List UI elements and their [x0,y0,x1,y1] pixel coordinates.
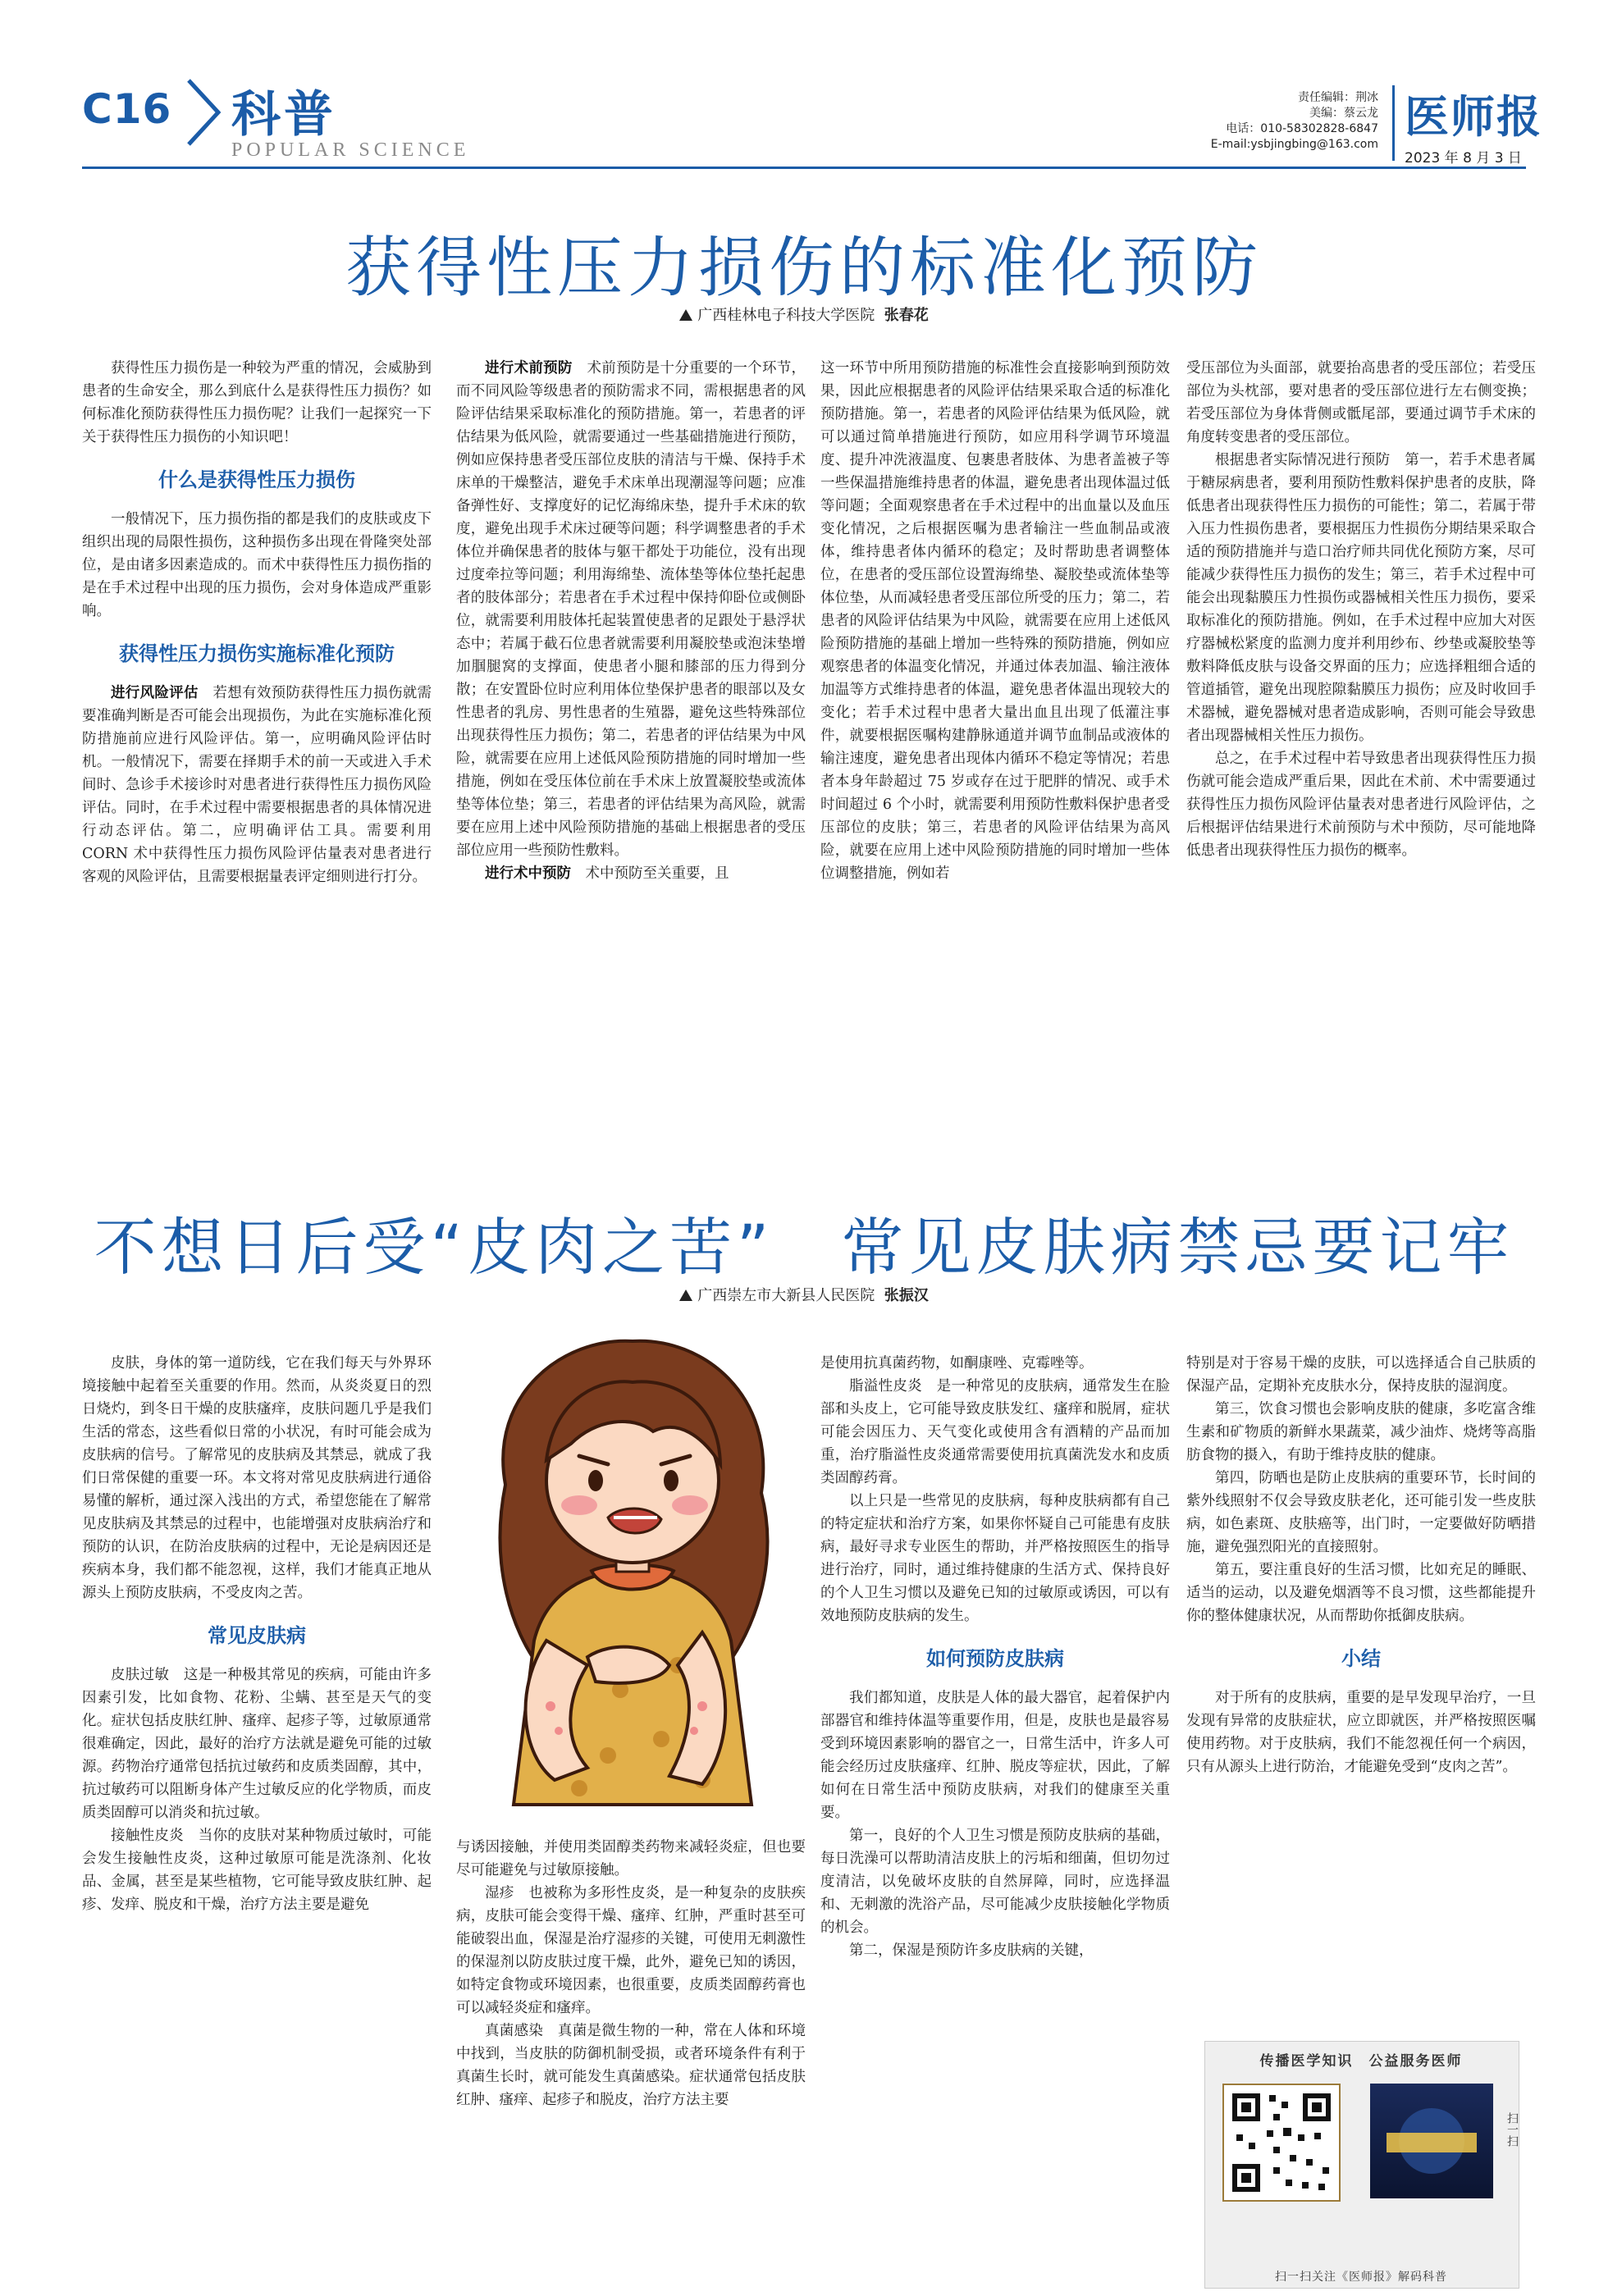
paragraph: 一般情况下，压力损伤指的都是我们的皮肤或皮下组织出现的局限性损伤，这种损伤多出现在骨隆突处部位，是由诸多因素造成的。而术中获得性压力损伤指的是在手术过程中出现的压力损伤，会对身体造成严重影响。 [82,511,432,619]
paragraph: 总之，在手术过程中若导致患者出现获得性压力损伤就可能会造成严重后果，因此在术前、术中需要通过获得性压力损伤风险评估量表对患者进行风险评估，之后根据评估结果进行术前预防与术中预防，尽可能地降低患者出现获得性压力损伤的概率。 [1186,751,1536,859]
paragraph: 脂溢性皮炎 是一种常见的皮肤病，通常发生在脸部和头皮上，它可能导致皮肤发红、瘙痒和脱屑，症状可能会因压力、天气变化或使用含有酒精的产品而加重，治疗脂溢性皮炎通常需要使用抗真菌洗发水和皮质类固醇药膏。 [820,1378,1170,1486]
credit-line: 美编：蔡云龙 [1309,107,1378,120]
promo-slogan: 传播医学知识 公益服务医师 [1259,2053,1463,2070]
paragraph: 皮肤过敏 这是一种极其常见的疾病，可能由许多因素引发，比如食物、花粉、尘螨、甚至是天气的变化。症状包括皮肤红肿、瘙痒、起疹子等，过敏原通常很难确定，因此，最好的治疗方法就是避免可能的过敏源。药物治疗通常包括抗过敏药和皮质类固醇，其中，抗过敏药可以阻断身体产生过敏反应的化学物质，而皮质类固醇可以消炎和抗过敏。 [82,1667,432,1821]
subheading: 常见皮肤病 [208,1624,306,1647]
editor-credits [1173,90,1378,153]
subheading: 什么是获得性压力损伤 [158,468,355,491]
article1-column-1 [82,357,432,888]
article1-column-2 [456,357,806,885]
article2-column-1 [82,1352,432,1916]
lead-in: 进行风险评估 [111,685,199,701]
credit-line: E-mail:ysbjingbing@163.com [1210,138,1378,151]
article2-byline [82,1284,1526,1305]
paragraph: 皮肤，身体的第一道防线，它在我们每天与外界环境接触中起着至关重要的作用。然而，从炎炎夏日的烈日烧灼，到冬日干燥的皮肤瘙痒，皮肤问题几乎是我们生活的常态，这些看似日常的小状况，有时可能会成为皮肤病的信号。了解常见的皮肤病及其禁忌，就成了我们日常保健的重要一环。本文将对常见皮肤病进行通俗易懂的解析，通过深入浅出的方式，希望您能在了解常见皮肤病及其禁忌的过程中，也能增强对皮肤病治疗和预防的认识，在防治皮肤病的过程中，无论是病因还是疾病本身，我们都不能忽视，这样，我们才能真正地从源头上预防皮肤病，不受皮肉之苦。 [82,1355,432,1601]
byline-author: 张春花 [884,307,929,324]
paragraph: 第二，保湿是预防许多皮肤病的关键， [849,1942,1094,1959]
paragraph: 对于所有的皮肤病，重要的是早发现早治疗，一旦发现有异常的皮肤症状，应立即就医，并严格按照医嘱使用药物。对于皮肤病，我们不能忽视任何一个病因，只有从源头上进行防治，才能避免受到“皮肉之苦”。 [1186,1690,1536,1775]
header-rule [82,167,1526,169]
masthead-divider [1392,85,1395,161]
paragraph [82,682,432,888]
girl-illustration [456,1321,809,1823]
promo-caption: 扫一扫关注《医师报》解码科普 [1275,2271,1447,2284]
article1-column-4 [1186,357,1536,862]
article1-byline [82,304,1526,325]
issue-date: 2023 年 8 月 3 日 [1405,150,1522,167]
article1-column-3 [820,357,1170,885]
paragraph: 以上只是一些常见的皮肤病，每种皮肤病都有自己的特定症状和治疗方案，如果你怀疑自己可能患有皮肤病，最好寻求专业医生的帮助，并严格按照医生的指导进行治疗，同时，通过维持健康的生活方式、保持良好的个人卫生习惯以及避免已知的过敏原或诱因，可以有效地预防皮肤病的发生。 [820,1493,1170,1624]
lead-in: 进行术中预防 [485,865,571,882]
qr-code-icon[interactable] [1222,2084,1341,2202]
paragraph: 与诱因接触，并使用类固醇类药物来减轻炎症，但也要尽可能避免与过敏原接触。 [456,1839,806,1878]
paragraph [456,357,806,862]
paragraph: 第五，要注重良好的生活习惯，比如充足的睡眠、适当的运动，以及避免烟酒等不良习惯，这些都能提升你的整体健康状况，从而帮助你抵御皮肤病。 [1186,1562,1536,1624]
promo-side-label: 扫一扫 [1505,2112,1519,2147]
paragraph-text: 术中预防至关重要，且 [585,865,729,882]
masthead-logo: 医师报 [1405,90,1542,143]
paragraph: 第四，防晒也是防止皮肤病的重要环节，长时间的紫外线照射不仅会导致皮肤老化，还可能引发一些皮肤病，如色素斑、皮肤癌等，出门时，一定要做好防晒措施，避免强烈阳光的直接照射。 [1186,1470,1536,1555]
paragraph-text: 术前预防是十分重要的一个环节，而不同风险等级患者的预防需求不同，需根据患者的风险评估结果采取标准化的预防措施。第一，若患者的评估结果为低风险，就需要通过一些基础措施进行预防，例如应保持患者受压部位皮肤的清洁与干燥、保持手术床单的干燥整洁，避免手术床单出现潮湿等问题；应准备弹性好、支撑度好的记忆海绵床垫，提升手术床的软度，避免出现手术床过硬等问题；科学调整患者的手术体位并确保患者的肢体与躯干都处于功能位，没有出现过度牵拉等问题；利用海绵垫、流体垫等体位垫托起患者的肢体部分；若患者在手术过程中保持仰卧位或侧卧位，就需要利用肢体托起装置使患者的足跟处于悬浮状态中；若属于截石位患者就需要利用凝胶垫或泡沫垫增加腘腿窝的支撑面，使患者小腿和膝部的压力得到分散；在安置卧位时应利用体位垫保护患者的眼部以及女性患者的乳房、男性患者的生殖器，避免这些特殊部位出现获得性压力损伤；第二，若患者的评估结果为中风险，就需要在应用上述低风险预防措施的同时增加一些措施，例如在受压体位前在手术床上放置凝胶垫或流体垫等体位垫；第三，若患者的评估结果为高风险，就需要在应用上述中风险预防措施的基础上根据患者的受压部位应用一些预防性敷料。 [456,360,806,859]
paragraph-text: 若想有效预防获得性压力损伤就需要准确判断是否可能会出现损伤，为此在实施标准化预防措施前应进行风险评估。第一，应明确风险评估时机。一般情况下，需要在择期手术的前一天或进入手术间时、急诊手术接诊时对患者进行获得性压力损伤风险评估。同时，在手术过程中需要根据患者的具体情况进行动态评估。第二，应明确评估工具。需要利用 CORN 术中获得性压力损伤风险评估量表对患者进行客观的风险评估，且需要根据量表评定细则进行打分。 [82,685,432,885]
paragraph: 特别是对于容易干燥的皮肤，可以选择适合自己肤质的保湿产品，定期补充皮肤水分，保持皮肤的湿润度。 [1186,1355,1536,1394]
paragraph: 真菌感染 真菌是微生物的一种，常在人体和环境中找到，当皮肤的防御机制受损，或者环境条件有利于真菌生长时，就可能发生真菌感染。症状通常包括皮肤红肿、瘙痒、起疹子和脱皮，治疗方法主要 [456,2023,806,2108]
credit-line: 责任编辑：荆冰 [1298,91,1378,104]
article2-column-4 [1186,1352,1536,1778]
paragraph: 获得性压力损伤是一种较为严重的情况，会威胁到患者的生命安全，那么到底什么是获得性压力损伤？如何标准化预防获得性压力损伤呢？让我们一起探究一下关于获得性压力损伤的小知识吧！ [82,360,432,445]
paragraph: 接触性皮炎 当你的皮肤对某种物质过敏时，可能会发生接触性皮炎，这种过敏原可能是洗涤剂、化妆品、金属，甚至是某些植物，它可能导致皮肤红肿、起疹、发痒、脱皮和干燥，治疗方法主要是避免 [82,1828,432,1913]
subheading: 获得性压力损伤实施标准化预防 [119,642,395,665]
article2-column-2 [456,1836,806,2111]
article2-title: 不想日后受“皮肉之苦” 常见皮肤病禁忌要记牢 [94,1211,1514,1284]
paragraph: 湿疹 也被称为多形性皮炎，是一种复杂的皮肤疾病，皮肤可能会变得干燥、瘙痒、红肿，严重时甚至可能破裂出血，保湿是治疗湿疹的关键，可使用无刺激性的保湿剂以防皮肤过度干燥，此外，避免已知的诱因，如特定食物或环境因素，也很重要，皮质类固醇药膏也可以减轻炎症和瘙痒。 [456,1885,806,2016]
subheading: 如何预防皮肤病 [926,1647,1064,1670]
byline-author: 张振汉 [884,1287,929,1304]
triangle-icon [679,1290,692,1301]
triangle-icon [679,309,692,321]
section-title: 科普 [231,86,336,144]
section-subtitle: POPULAR SCIENCE [231,139,470,161]
article1-title: 获得性压力损伤的标准化预防 [345,230,1263,306]
byline-org: 广西崇左市大新县人民医院 [697,1287,875,1304]
page-number: C16 [82,85,172,133]
lead-in: 进行术前预防 [485,360,573,377]
promo-video-thumbnail[interactable] [1370,2084,1493,2198]
paragraph: 第三，饮食习惯也会影响皮肤的健康，多吃富含维生素和矿物质的新鲜水果蔬菜，减少油炸、烧烤等高脂肪食物的摄入，有助于维持皮肤的健康。 [1186,1401,1536,1463]
article2-column-3 [820,1352,1170,1962]
paragraph: 这一环节中所用预防措施的标准性会直接影响到预防效果，因此应根据患者的风险评估结果采取合适的标准化预防措施。第一，若患者的风险评估结果为低风险，就可以通过简单措施进行预防，如应用科学调节环境温度、提升冲洗液温度、包裹患者肢体、为患者盖被子等一些保温措施维持患者的体温，避免患者出现体温过低等问题；全面观察患者在手术过程中的出血量以及血压变化情况，之后根据医嘱为患者输注一些血制品或液体，维持患者体内循环的稳定；及时帮助患者调整体位，在患者的受压部位设置海绵垫、凝胶垫或流体垫等体位垫，从而减轻患者受压部位所受的压力；第二，若患者的风险评估结果为中风险，就需要在应用上述低风险预防措施的基础上增加一些特殊的预防措施，例如应观察患者的体温变化情况，并通过体表加温、输注液体加温等方式维持患者的体温，避免患者体温出现较大的变化；若手术过程中患者大量出血且出现了低灌注事件，就要根据医嘱构建静脉通道并调节血制品或液体的输注速度，避免患者出现体内循环不稳定等情况；若患者本身年龄超过 75 岁或存在过于肥胖的情况、或手术时间超过 6 个小时，就需要利用预防性敷料保护患者受压部位的皮肤；第三，若患者的风险评估结果为高风险，就要在应用上述中风险预防措施的同时增加一些体位调整措施，例如若 [820,360,1170,882]
byline-org: 广西桂林电子科技大学医院 [697,307,875,324]
paragraph: 我们都知道，皮肤是人体的最大器官，起着保护内部器官和维持体温等重要作用，但是，皮肤也是最容易受到环境因素影响的器官之一，日常生活中，许多人可能会经历过皮肤瘙痒、红肿、脱皮等症状，因此，了解如何在日常生活中预防皮肤病，对我们的健康至关重要。 [820,1690,1170,1821]
paragraph: 第一，良好的个人卫生习惯是预防皮肤病的基础，每日洗澡可以帮助清洁皮肤上的污垢和细菌，但切勿过度清洁，以免破坏皮肤的自然屏障，同时，应选择温和、无刺激的洗浴产品，尽可能减少皮肤接触化学物质的机会。 [820,1828,1170,1936]
paragraph: 根据患者实际情况进行预防 第一，若手术患者属于糖尿病患者，要利用预防性敷料保护患者的皮肤，降低患者出现获得性压力损伤的可能性；第二，若属于带入压力性损伤患者，要根据压力性损伤分期结果采取合适的预防措施并与造口治疗师共同优化预防方案，尽可能减少获得性压力损伤的发生；第三，若手术过程中可能会出现黏膜压力性损伤或器械相关性压力损伤，要采取标准化的预防措施。例如，在手术过程中应加大对医疗器械松紧度的监测力度并利用纱布、纱垫或凝胶垫等敷料降低皮肤与设备交界面的压力；应选择粗细合适的管道插管，避免出现腔隙黏膜压力损伤；应及时收回手术器械，避免器械对患者造成影响，否则可能会导致患者出现器械相关性压力损伤。 [1186,452,1536,744]
credit-line: 电话：010-58302828-6847 [1226,122,1378,135]
chevron-right-icon [182,75,231,149]
paragraph: 是使用抗真菌药物，如酮康唑、克霉唑等。 [820,1355,1094,1372]
paragraph: 受压部位为头面部，就要抬高患者的受压部位；若受压部位为头枕部，要对患者的受压部位进行左右侧变换；若受压部位为身体背侧或骶尾部，要通过调节手术床的角度转变患者的受压部位。 [1186,360,1536,445]
subheading: 小结 [1341,1647,1381,1670]
paragraph [456,862,806,885]
